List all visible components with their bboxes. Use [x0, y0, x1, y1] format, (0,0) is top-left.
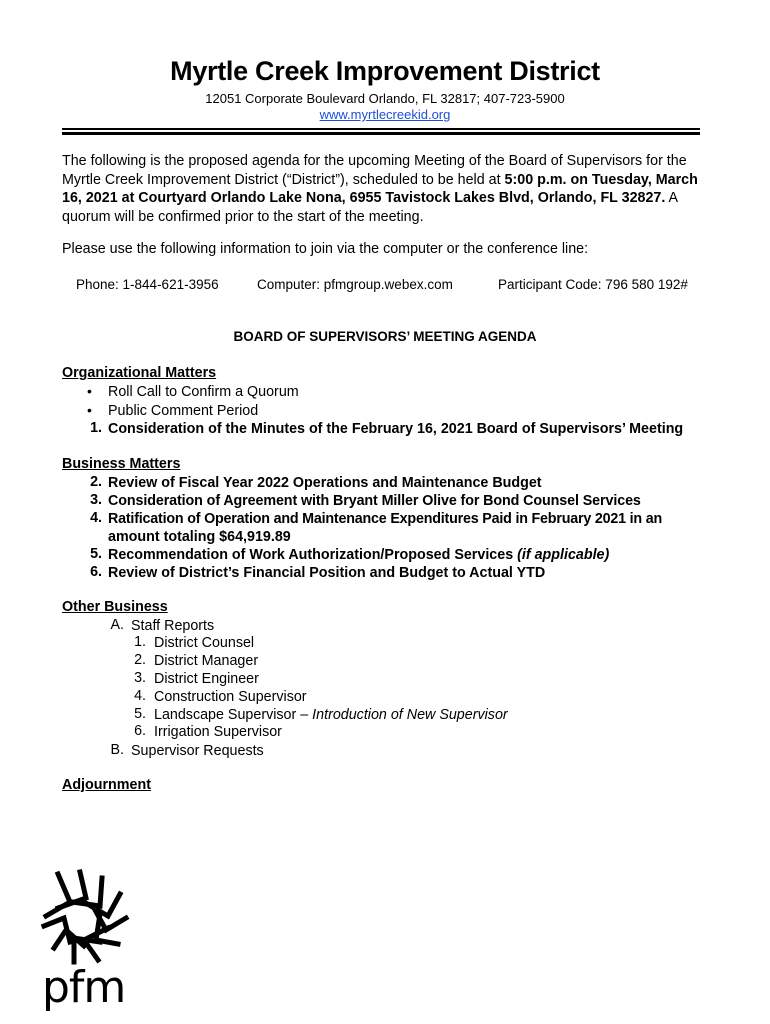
- participant-code: Participant Code: 796 580 192#: [498, 277, 688, 292]
- bullet-icon: •: [87, 402, 92, 418]
- public-comment-item: Public Comment Period: [108, 403, 259, 419]
- agenda-item-3: Consideration of Agreement with Bryant Miller Olive for Bond Counsel Services: [108, 493, 641, 509]
- district-address: 12051 Corporate Boulevard Orlando, FL 32817; 407-723-5900: [205, 91, 565, 106]
- section-marker: B.: [110, 742, 124, 758]
- item-number: 5.: [134, 706, 146, 722]
- item-number: 2.: [134, 652, 146, 668]
- report-district-manager: District Manager: [154, 653, 259, 669]
- agenda-item-2: Review of Fiscal Year 2022 Operations and Maintenance Budget: [108, 475, 542, 491]
- report-district-engineer: District Engineer: [154, 671, 259, 687]
- section-marker: A.: [110, 617, 124, 633]
- organizational-matters-heading: Organizational Matters: [62, 365, 217, 381]
- agenda-item-4: Ratification of Operation and Maintenance Expenditures Paid in February 2021 in an: [108, 511, 663, 527]
- intro-text-end: A quorum will be confirmed prior to the start of the meeting.: [62, 190, 678, 225]
- meeting-time-location: 5:00 p.m. on Tuesday, March 16, 2021 at Courtyard Orlando Lake Nona, 6955 Tavistock Lakes Blvd, Orlando, FL 32827.: [62, 171, 698, 206]
- agenda-item-5-text: Recommendation of Work Authorization/Proposed Services: [108, 547, 518, 563]
- page-title: Myrtle Creek Improvement District: [170, 56, 600, 86]
- agenda-item-6: Review of District’s Financial Position and Budget to Actual YTD: [108, 565, 546, 581]
- item-number: 4.: [90, 510, 102, 526]
- supervisor-requests-item: Supervisor Requests: [131, 743, 264, 759]
- phone-number: Phone: 1-844-621-3956: [76, 277, 219, 292]
- adjournment-heading: Adjournment: [62, 777, 151, 793]
- item-number: 5.: [90, 546, 102, 562]
- item-number: 3.: [90, 492, 102, 508]
- header-divider-thick: [62, 132, 700, 135]
- intro-text-start: The following is the proposed agenda for the upcoming Meeting of the Board of Supervisors for the Myrtle Creek Improvement District (“District”), scheduled to be held at: [62, 153, 687, 188]
- webex-address: Computer: pfmgroup.webex.com: [257, 277, 453, 292]
- report-irrigation-supervisor: Irrigation Supervisor: [154, 724, 282, 740]
- join-instructions: Please use the following information to join via the computer or the conference line:: [62, 241, 589, 257]
- website-link[interactable]: www.myrtlecreekid.org: [319, 107, 451, 122]
- other-business-heading: Other Business: [62, 599, 168, 615]
- item-number: 1.: [90, 420, 102, 436]
- agenda-heading: BOARD OF SUPERVISORS’ MEETING AGENDA: [233, 329, 537, 344]
- item-number: 4.: [134, 688, 146, 704]
- item-number: 3.: [134, 670, 146, 686]
- header-divider-thin: [62, 128, 700, 130]
- agenda-item-4-continued: amount totaling $64,919.89: [108, 529, 291, 545]
- item-number: 1.: [134, 634, 146, 650]
- report-landscape-text: Landscape Supervisor –: [154, 707, 313, 723]
- report-landscape-supervisor: [154, 706, 508, 724]
- pfm-logo-text: pfm: [42, 962, 126, 1013]
- bullet-icon: •: [87, 383, 92, 399]
- item-number: 6.: [90, 564, 102, 580]
- report-district-counsel: District Counsel: [154, 635, 255, 651]
- intro-paragraph: [62, 152, 712, 226]
- business-matters-heading: Business Matters: [62, 456, 181, 472]
- agenda-item-5-note: (if applicable): [517, 547, 610, 563]
- item-number: 2.: [90, 474, 102, 490]
- pfm-logo: [36, 868, 136, 1018]
- roll-call-item: Roll Call to Confirm a Quorum: [108, 384, 299, 400]
- agenda-item-1: Consideration of the Minutes of the February 16, 2021 Board of Supervisors’ Meeting: [108, 421, 684, 437]
- agenda-item-5: [108, 546, 609, 564]
- item-number: 6.: [134, 723, 146, 739]
- report-landscape-note: Introduction of New Supervisor: [312, 707, 508, 723]
- staff-reports-item: Staff Reports: [131, 618, 215, 634]
- report-construction-supervisor: Construction Supervisor: [154, 689, 307, 705]
